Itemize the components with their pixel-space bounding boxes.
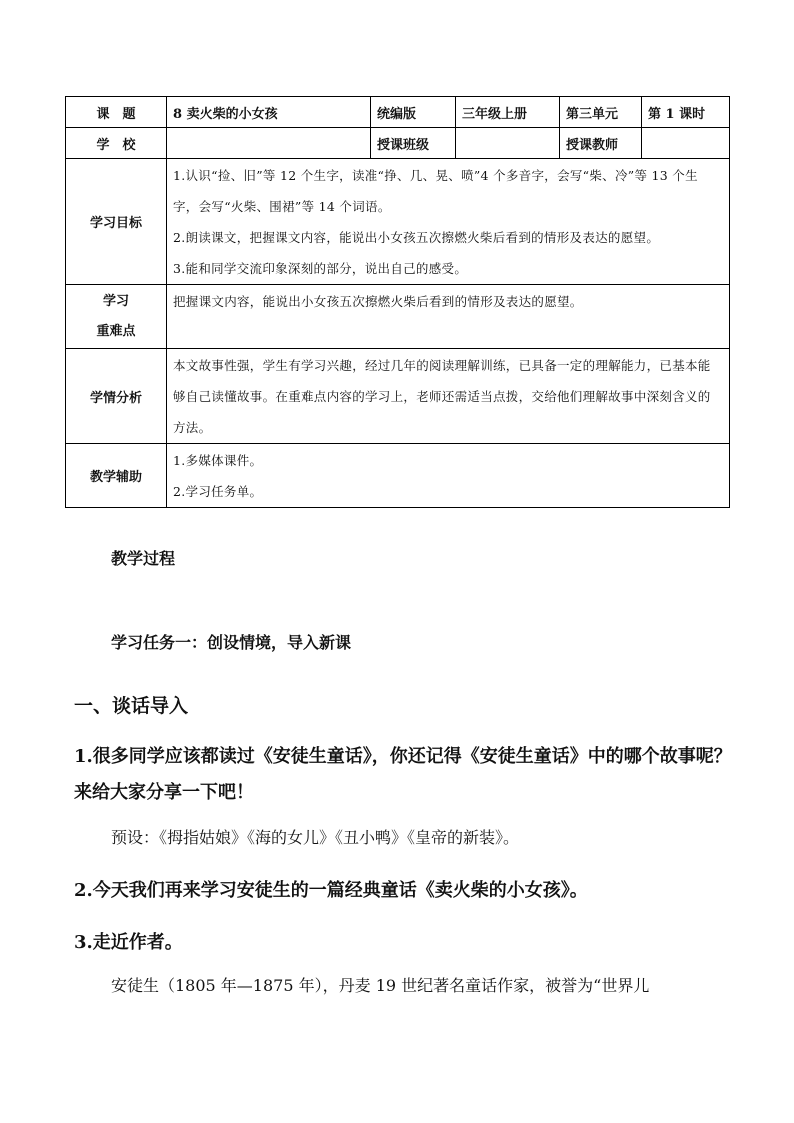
author-intro: 安徒生（1805 年—1875 年），丹麦 19 世纪著名童话作家，被誉为“世界儿: [111, 976, 650, 995]
table-row: [66, 285, 730, 349]
analysis-content: 本文故事性强，学生有学习兴趣，经过几年的阅读理解训练，已具备一定的理解能力，已基本能够自己读懂故事。在重难点内容的学习上，老师还需适当点拨，交给他们理解故事中深刻含义的方法。: [167, 349, 730, 444]
topic-value: 8 卖火柴的小女孩: [167, 97, 371, 128]
period-value: 第 1 课时: [642, 97, 730, 128]
table-row: [66, 97, 730, 128]
goal-item: 3.能和同学交流印象深刻的部分，说出自己的感受。: [173, 261, 468, 276]
paragraph-author-heading: 3.走近作者。: [74, 932, 183, 953]
lesson-info-table: [65, 96, 730, 508]
goal-item: 1.认识“捡、旧”等 12 个生字，读准“挣、几、晃、喷”4 个多音字，会写“柴、冷”等 13 个生字，会写“火柴、围裙”等 14 个词语。: [173, 168, 698, 214]
section-heading: 一、谈话导入: [74, 695, 189, 717]
goals-content: [167, 159, 730, 285]
aids-content: [167, 444, 730, 508]
topic-label: 课 题: [66, 97, 167, 128]
teacher-label: 授课教师: [560, 128, 642, 159]
paragraph-today: 2.今天我们再来学习安徒生的一篇经典童话《卖火柴的小女孩》。: [74, 880, 588, 901]
table-row: [66, 444, 730, 508]
teacher-value: [642, 128, 730, 159]
table-row: [66, 349, 730, 444]
aid-item: 2.学习任务单。: [173, 484, 263, 499]
preset-answer: 预设：《拇指姑娘》《海的女儿》《丑小鸭》《皇帝的新装》。: [111, 828, 520, 847]
difficulty-label: [66, 285, 167, 349]
grade-value: 三年级上册: [456, 97, 560, 128]
analysis-label: 学情分析: [66, 349, 167, 444]
school-value: [167, 128, 371, 159]
goal-item: 2.朗读课文，把握课文内容，能说出小女孩五次擦燃火柴后看到的情形及表达的愿望。: [173, 230, 660, 245]
edition-value: 统编版: [371, 97, 456, 128]
class-value: [456, 128, 560, 159]
difficulty-label-line2: 重难点: [96, 323, 136, 339]
table-row: [66, 128, 730, 159]
difficulty-content: 把握课文内容，能说出小女孩五次擦燃火柴后看到的情形及表达的愿望。: [167, 285, 730, 349]
aids-label: 教学辅助: [66, 444, 167, 508]
table-row: [66, 159, 730, 285]
unit-value: 第三单元: [560, 97, 642, 128]
paragraph-question: 1.很多同学应该都读过《安徒生童话》，你还记得《安徒生童话》中的哪个故事呢？来给大家分享一下吧！: [74, 746, 732, 803]
aid-item: 1.多媒体课件。: [173, 453, 263, 468]
goals-label: 学习目标: [66, 159, 167, 285]
class-label: 授课班级: [371, 128, 456, 159]
process-heading: 教学过程: [111, 549, 176, 568]
school-label: 学 校: [66, 128, 167, 159]
task-heading: 学习任务一：创设情境，导入新课: [111, 633, 352, 652]
difficulty-label-line1: 学习: [102, 293, 129, 309]
